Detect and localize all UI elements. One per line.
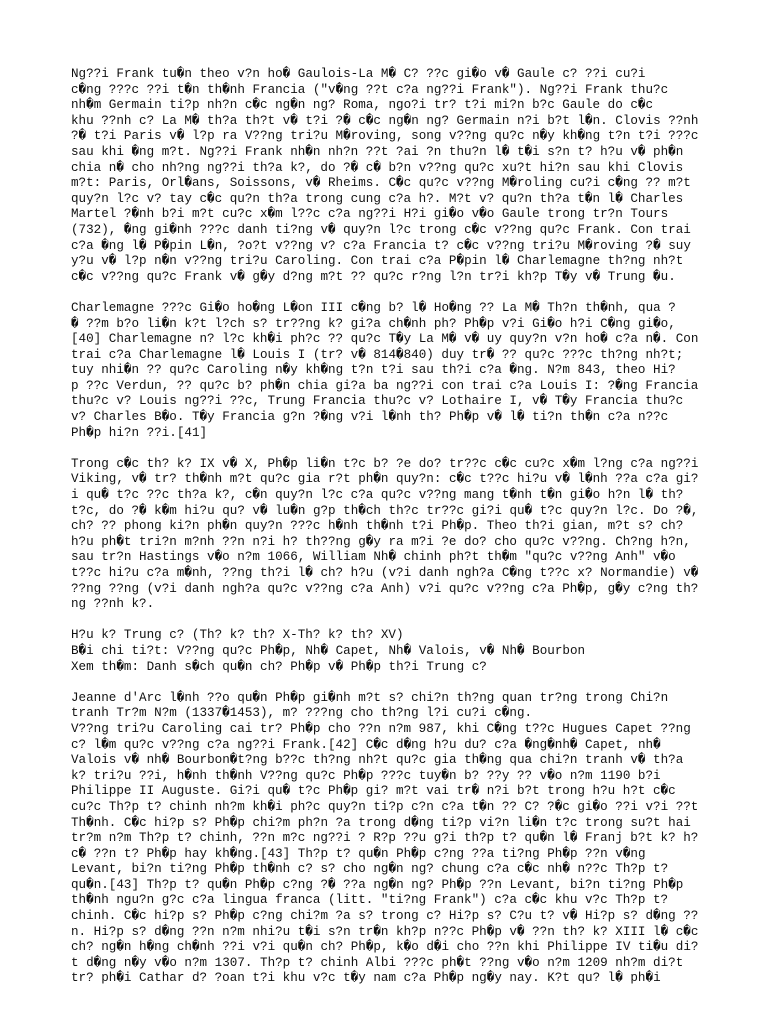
- document-body: [71, 67, 711, 1003]
- text-line: Viking, v� tr? th�nh m?t qu?c gia r?t ph�n quy?n: c�c t??c hi?u v� l�nh ??a c?a gi?: [71, 472, 699, 487]
- text-line: t??c hi?u c?a m�nh, ??ng th?i l� ch? h?u (v?i danh ngh?a C�ng t??c x? Normandie) v�: [71, 566, 699, 580]
- paragraph: [71, 301, 711, 441]
- text-line: Th�nh. C�c hi?p s? Ph�p chi?m ph?n ?a trong d�ng ti?p vi?n li�n t?c trong su?t hai: [71, 815, 691, 830]
- text-line: B�i chi ti?t: V??ng qu?c Ph�p, Nh� Capet, Nh� Valois, v� Nh� Bourbon: [71, 643, 586, 658]
- text-line: t d�ng n�y v�o n?m 1307. Th?p t? chinh Albi ???c ph�t ??ng v�o n?m 1209 nh?m di?t: [71, 955, 684, 970]
- text-line: qu�n.[43] Th?p t? qu�n Ph�p c?ng ?� ??a ng�n ng? Ph�p ??n Levant, bi?n ti?ng Ph�p: [71, 877, 684, 892]
- text-line: Xem th�m: Danh s�ch qu�n ch? Ph�p v� Ph�p th?i Trung c?: [71, 659, 487, 674]
- text-line: th�nh ngu?n g?c c?a lingua franca (litt. "ti?ng Frank") c?a c�c khu v?c Th?p t?: [71, 893, 669, 908]
- text-line: c�c v??ng qu?c Frank v� g�y d?ng m?t ?? qu?c r?ng l?n tr?i kh?p T�y v� Trung �u.: [71, 269, 676, 284]
- text-line: cu?c Th?p t? chinh nh?m kh�i ph?c quy?n ti?p c?n c?a t�n ?? C? ?�c gi�o ??i v?i ??t: [71, 799, 699, 814]
- text-line: c�ng ???c ??i t�n th�nh Francia ("v�ng ??t c?a ng??i Frank"). Ng??i Frank thu?c: [71, 82, 669, 97]
- text-line: Jeanne d'Arc l�nh ??o qu�n Ph�p gi�nh m?t s? chi?n th?ng quan tr?ng trong Chi?n: [71, 690, 669, 705]
- text-line: m?t: Paris, Orl�ans, Soissons, v� Rheims. C�c qu?c v??ng M�roling cu?i c�ng ?? m?t: [71, 176, 691, 191]
- text-line: Charlemagne ???c Gi�o ho�ng L�on III c�ng b? l� Ho�ng ?? La M� Th?n th�nh, qua ?: [71, 300, 676, 315]
- text-line: Trong c�c th? k? IX v� X, Ph�p li�n t?c b? ?e do? tr??c c�c cu?c x�m l?ng c?a ng??i: [71, 456, 699, 471]
- text-line: t?c, do ?� k�m hi?u qu? v� lu�n g?p th�ch th?c tr??c gi?i qu� t?c quy?n l?c. Do ?�,: [71, 503, 699, 518]
- text-line: y?u v� l?p n�n v??ng tri?u Caroling. Con trai c?a P�pin l� Charlemagne th?ng nh?t: [71, 254, 684, 269]
- text-line: h?u ph�t tri?n m?nh ??n n?i h? th??ng g�y ra m?i ?e do? cho qu?c v??ng. Ch?ng h?n,: [71, 534, 691, 549]
- text-line: c? l�m qu?c v??ng c?a ng??i Frank.[42] C�c d�ng h?u du? c?a �ng�nh� Capet, nh�: [71, 737, 661, 752]
- text-line: Ph�p hi?n ??i.[41]: [71, 425, 208, 440]
- text-line: nh�m Germain ti?p nh?n c�c ng�n ng? Roma, ngo?i tr? t?i mi?n b?c Gaule do c�c: [71, 98, 654, 113]
- text-line: v? Charles B�o. T�y Francia g?n ?�ng v?i l�nh th? Ph�p v� l� ti?n th�n c?a n??c: [71, 410, 669, 425]
- text-line: chia n� cho nh?ng ng??i th?a k?, do ?� c� b?n v??ng qu?c xu?t hi?n sau khi Clovis: [71, 160, 684, 175]
- text-line: tranh Tr?m N?m (1337�1453), m? ???ng cho th?ng l?i cu?i c�ng.: [71, 706, 533, 721]
- text-line: � ??m b?o li�n k?t l?ch s? tr??ng k? gi?a ch�nh ph? Ph�p v?i Gi�o h?i C�ng gi�o,: [71, 316, 676, 331]
- text-line: tr? ph�i Cathar d? ?oan t?i khu v?c t�y nam c?a Ph�p ng�y nay. K?t qu? l� ph�i: [71, 971, 661, 986]
- text-line: c?a �ng l� P�pin L�n, ?o?t v??ng v? c?a Francia t? c�c v??ng tri?u M�roving ?� suy: [71, 238, 691, 253]
- text-line: Levant, bi?n ti?ng Ph�p th�nh c? s? cho ng�n ng? chung c?a c�c nh� n??c Th?p t?: [71, 862, 669, 877]
- text-line: tuy nhi�n ?? qu?c Caroling n�y kh�ng t?n t?i sau th?i c?a �ng. N?m 843, theo Hi?: [71, 363, 676, 378]
- text-line: Martel ?�nh b?i m?t cu?c x�m l??c c?a ng??i H?i gi�o v�o Gaule trong tr?n Tours: [71, 207, 669, 222]
- paragraph: [71, 691, 711, 987]
- text-line: Philippe II Auguste. Gi?i qu� t?c Ph�p gi? m?t vai tr� n?i b?t trong h?u h?t c�c: [71, 784, 676, 799]
- text-line: ?� t?i Paris v� l?p ra V??ng tri?u M�roving, song v??ng qu?c n�y kh�ng t?n t?i ???c: [71, 129, 699, 144]
- text-line: ch? ?? phong ki?n ph�n quy?n ???c h�nh th�nh t?i Ph�p. Theo th?i gian, m?t s? ch?: [71, 519, 684, 534]
- paragraph: [71, 67, 711, 285]
- paragraph: [71, 628, 711, 675]
- text-line: Ng??i Frank tu�n theo v?n ho� Gaulois-La M� C? ??c gi�o v� Gaule c? ??i cu?i: [71, 67, 646, 81]
- text-line: (732), �ng gi�nh ???c danh ti?ng v� quy?n l?c trong c�c v??ng qu?c Frank. Con trai: [71, 222, 691, 237]
- text-line: V??ng tri?u Caroling cai tr? Ph�p cho ??n n?m 987, khi C�ng t??c Hugues Capet ??ng: [71, 721, 691, 736]
- text-line: p ??c Verdun, ?? qu?c b? ph�n chia gi?a ba ng??i con trai c?a Louis I: ?�ng Francia: [71, 378, 699, 393]
- text-line: ng ??nh k?.: [71, 597, 155, 612]
- text-line: quy?n l?c v? tay c�c qu?n th?a trong cung c?a h?. M?t v? qu?n th?a t�n l� Charles: [71, 191, 684, 206]
- text-line: ??ng ??ng (v?i danh ngh?a qu?c v??ng c?a Anh) v?i qu?c v??ng c?a Ph�p, g�y c?ng th?: [71, 581, 699, 596]
- text-line: i qu� t?c ??c th?a k?, c�n quy?n l?c c?a qu?c v??ng mang t�nh t�n gi�o h?n l� th?: [71, 488, 684, 503]
- text-line: thu?c v? Louis ng??i ??c, Trung Francia thu?c v? Lothaire I, v� T�y Francia thu?c: [71, 394, 684, 409]
- text-line: H?u k? Trung c? (Th? k? th? X-Th? k? th? XV): [71, 628, 404, 643]
- text-line: k? tri?u ??i, h�nh th�nh V??ng qu?c Ph�p ???c tuy�n b? ??y ?? v�o n?m 1190 b?i: [71, 768, 661, 783]
- paragraph: [71, 457, 711, 613]
- text-line: trai c?a Charlemagne l� Louis I (tr? v� 814�840) duy tr� ?? qu?c ???c th?ng nh?t;: [71, 347, 684, 362]
- text-line: c� ??n t? Ph�p hay kh�ng.[43] Th?p t? qu�n Ph�p c?ng ??a ti?ng Ph�p ??n v�ng: [71, 846, 646, 861]
- text-line: ch? ng�n h�ng ch�nh ??i v?i qu�n ch? Ph�p, k�o d�i cho ??n khi Philippe IV ti�u di?: [71, 940, 699, 955]
- text-line: chinh. C�c hi?p s? Ph�p c?ng chi?m ?a s? trong c? Hi?p s? C?u t? v� Hi?p s? d�ng ??: [71, 909, 699, 924]
- text-line: khu ??nh c? La M� th?a th?t v� t?i ?� c�c ng�n ng? Germain n?i b?t l�n. Clovis ??nh: [71, 113, 699, 128]
- text-line: n. Hi?p s? d�ng ??n n?m nhi?u t�i s?n tr�n kh?p n??c Ph�p v� ??n th? k? XIII l� c�c: [71, 924, 699, 939]
- text-line: sau tr?n Hastings v�o n?m 1066, William Nh� chinh ph?t th�m "qu?c v??ng Anh" v�o: [71, 550, 676, 565]
- text-line: sau khi �ng m?t. Ng??i Frank nh�n nh?n ??t ?ai ?n thu?n l� t�i s?n t? h?u v� ph�n: [71, 144, 684, 159]
- text-line: Valois v� nh� Bourbon�t?ng b??c th?ng nh?t qu?c gia th�ng qua chi?n tranh v� th?a: [71, 753, 684, 768]
- text-line: [40] Charlemagne n? l?c kh�i ph?c ?? qu?c T�y La M� v� uy quy?n v?n ho� c?a n�. Con: [71, 332, 699, 347]
- text-line: tr?m n?m Th?p t? chinh, ??n m?c ng??i ? R?p ??u g?i th?p t? qu�n l� Franj b?t k? h?: [71, 831, 699, 846]
